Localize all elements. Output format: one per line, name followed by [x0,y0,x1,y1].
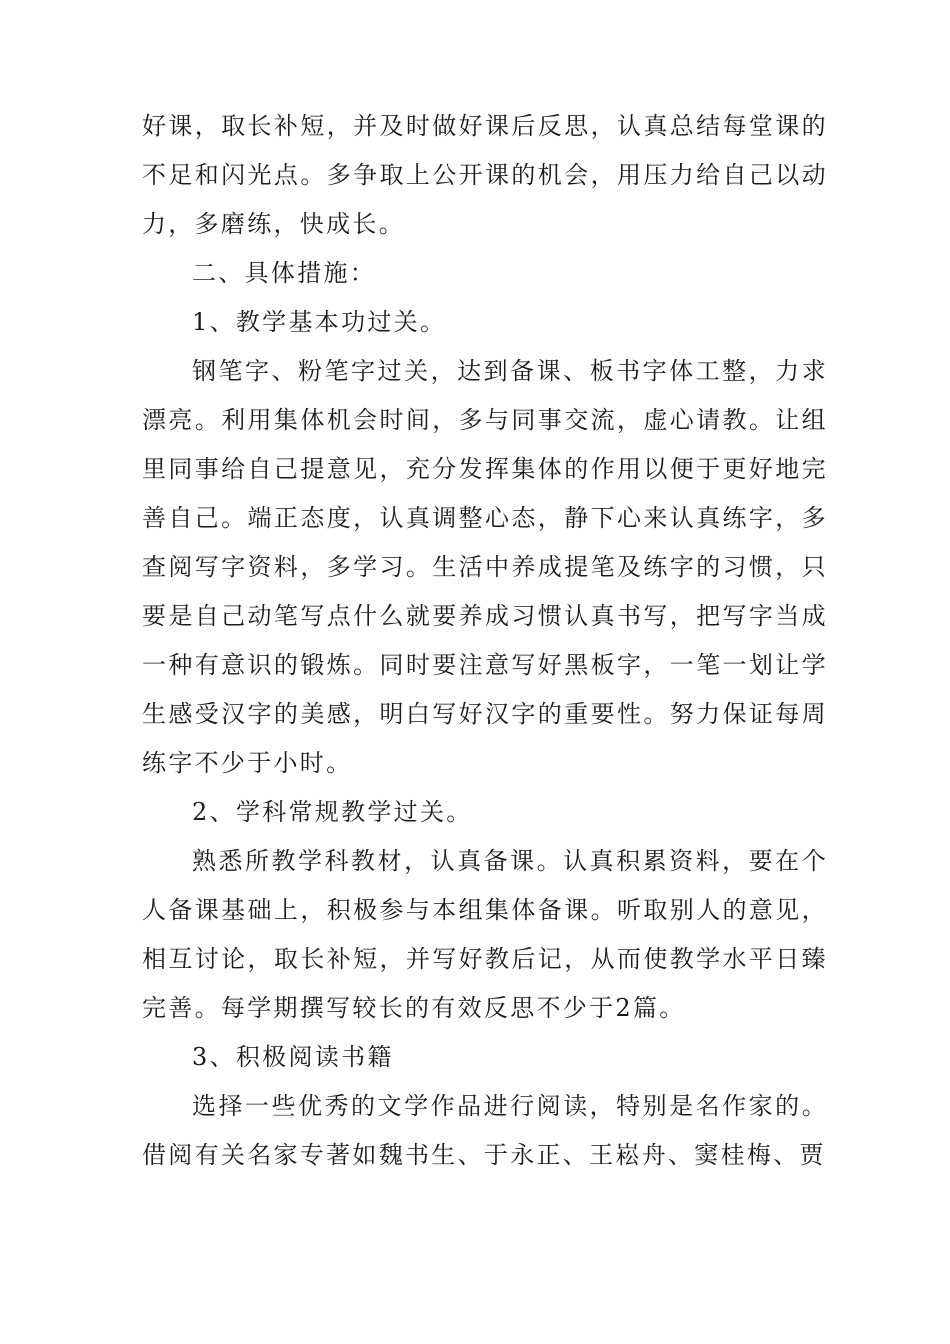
subheading-subject-routine: 2、学科常规教学过关。 [192,798,473,826]
heading-specific-measures: 二、具体措施： [192,259,377,287]
paragraph-reading-books: 选择一些优秀的文学作品进行阅读，特别是名作家的。借阅有关名家专著如魏书生、于永正、王崧舟、窦桂梅、贾 [142,1092,828,1169]
document-page [142,102,828,1180]
paragraph-lesson-prep: 熟悉所教学科教材，认真备课。认真积累资料，要在个人备课基础上，积极参与本组集体备课。听取别人的意见，相互讨论，取长补短，并写好教后记，从而使教学水平日臻完善。每学期撰写较长的有效反思不少于2篇。 [142,847,828,1022]
subheading-teaching-skills: 1、教学基本功过关。 [192,308,447,336]
paragraph-reflection: 好课，取长补短，并及时做好课后反思，认真总结每堂课的不足和闪光点。多争取上公开课的机会，用压力给自己以动力，多磨练，快成长。 [142,112,828,238]
subheading-reading: 3、积极阅读书籍 [192,1043,394,1071]
paragraph-handwriting: 钢笔字、粉笔字过关，达到备课、板书字体工整，力求漂亮。利用集体机会时间，多与同事交流，虚心请教。让组里同事给自己提意见，充分发挥集体的作用以便于更好地完善自己。端正态度，认真调整心态，静下心来认真练字，多查阅写字资料，多学习。生活中养成提笔及练字的习惯，只要是自己动笔写点什么就要养成习惯认真书写，把写字当成一种有意识的锻炼。同时要注意写好黑板字，一笔一划让学生感受汉字的美感，明白写好汉字的重要性。努力保证每周练字不少于小时。 [142,357,828,777]
